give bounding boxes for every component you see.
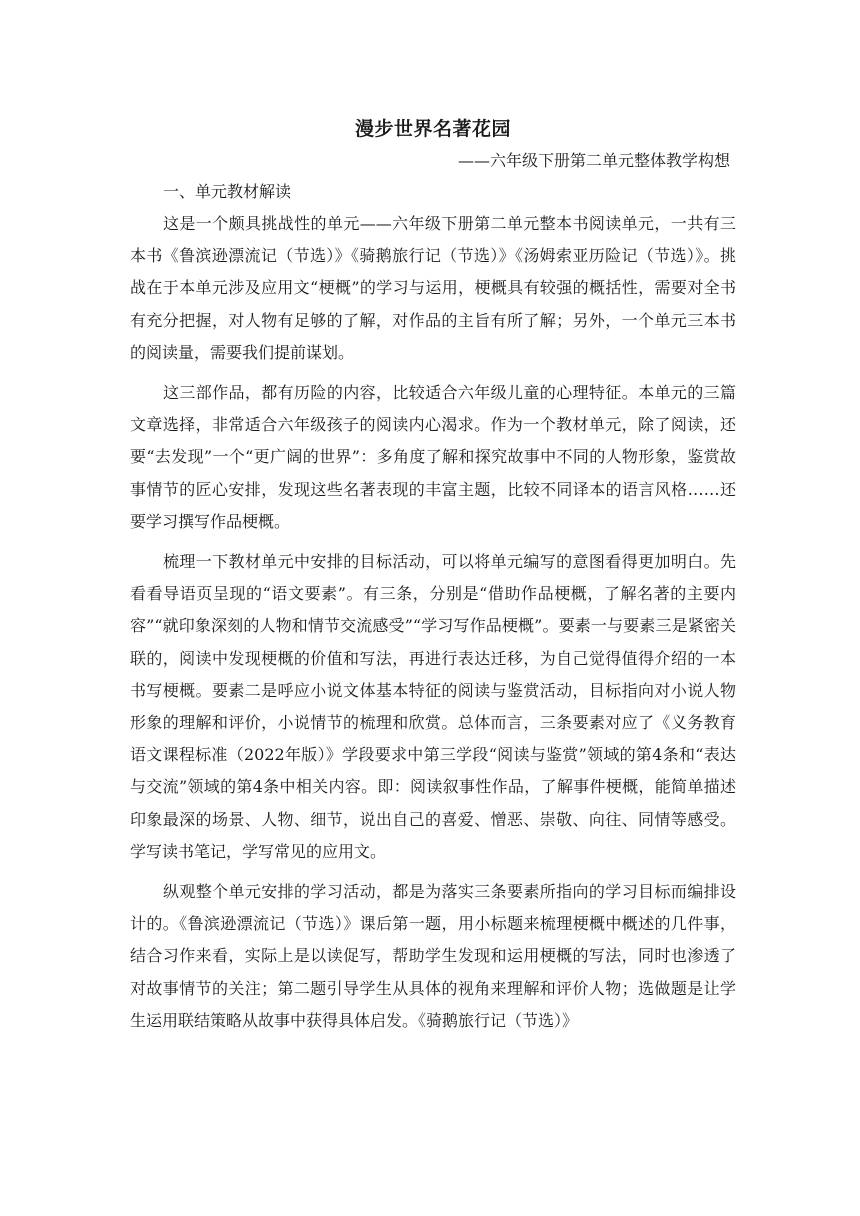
paragraph-1: 这是一个颇具挑战性的单元——六年级下册第二单元整本书阅读单元，一共有三本书《鲁滨逊漂流记（节选）》《骑鹅旅行记（节选）》《汤姆索亚历险记（节选）》。挑战在于本单元涉及应用文“梗概”的学习与运用，梗概具有较强的概括性，需要对全书有充分把握，对人物有足够的了解，对作品的主旨有所了解；另外，一个单元三本书的阅读量，需要我们提前谋划。 (130, 214, 736, 362)
paragraph-3: 梳理一下教材单元中安排的目标活动，可以将单元编写的意图看得更加明白。先看看导语页呈现的“语文要素”。有三条，分别是“借助作品梗概，了解名著的主要内容”“就印象深刻的人物和情节交流感受”“学习写作品梗概”。要素一与要素三是紧密关联的，阅读中发现梗概的价值和写法，再进行表达迁移，为自己觉得值得介绍的一本书写梗概。要素二是呼应小说文体基本特征的阅读与鉴赏活动，目标指向对小说人物形象的理解和评价，小说情节的梳理和欣赏。总体而言，三条要素对应了《义务教育语文课程标准（2022年版）》学段要求中第三学段“阅读与鉴赏”领域的第4条和“表达与交流”领域的第4条中相关内容。即：阅读叙事性作品，了解事件梗概，能简单描述印象最深的场景、人物、细节，说出自己的喜爱、憎恶、崇敬、向往、同情等感受。学写读书笔记，学写常见的应用文。 (130, 552, 736, 861)
section-heading: 一、单元教材解读 (163, 182, 292, 201)
document-title: 漫步世界名著花园 (354, 118, 511, 140)
document-subtitle: ——六年级下册第二单元整体教学构想 (457, 151, 730, 170)
paragraph-4: 纵观整个单元安排的学习活动，都是为落实三条要素所指向的学习目标而编排设计的。《鲁滨逊漂流记（节选）》课后第一题，用小标题来梳理梗概中概述的几件事，结合习作来看，实际上是以读促写，帮助学生发现和运用梗概的写法，同时也渗透了对故事情节的关注；第二题引导学生从具体的视角来理解和评价人物；选做题是让学生运用联结策略从故事中获得具体启发。《骑鹅旅行记（节选）》 (130, 882, 736, 1030)
document-body (130, 112, 736, 1045)
paragraph-2: 这三部作品，都有历险的内容，比较适合六年级儿童的心理特征。本单元的三篇文章选择，非常适合六年级孩子的阅读内心渴求。作为一个教材单元，除了阅读，还要“去发现”一个“更广阔的世界”：多角度了解和探究故事中不同的人物形象，鉴赏故事情节的匠心安排，发现这些名著表现的丰富主题，比较不同译本的语言风格……还要学习撰写作品梗概。 (130, 383, 736, 531)
